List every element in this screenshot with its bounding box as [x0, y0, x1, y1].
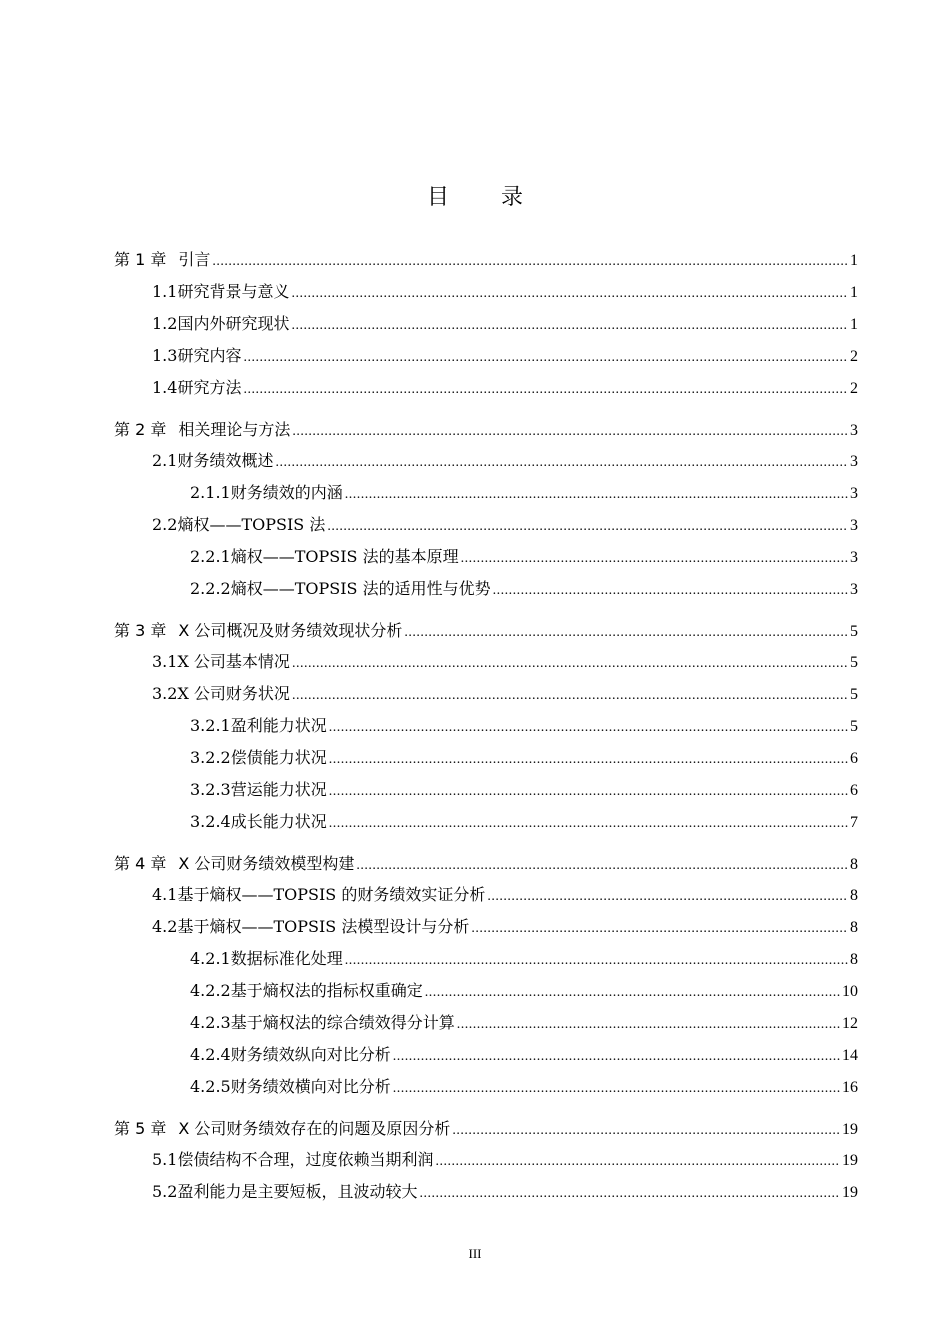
toc-entry-title: 营运能力状况 [230, 780, 327, 799]
toc-entry[interactable] [0, 1182, 858, 1204]
toc-leader-dots [292, 686, 848, 706]
toc-title-char-2: 录 [501, 185, 524, 210]
toc-entry-page: 1 [850, 316, 858, 333]
toc-title-char-1: 目 [426, 185, 449, 210]
toc-entry[interactable] [0, 378, 858, 400]
toc-entry-number: 第 5 章 [114, 1119, 167, 1138]
toc-leader-dots [487, 887, 848, 907]
toc-entry-number: 1.1 [152, 282, 178, 301]
toc-leader-dots [329, 782, 848, 802]
toc-entry-title: 国内外研究现状 [177, 314, 290, 333]
toc-entry-number: 4.2.3 [190, 1013, 231, 1032]
toc-entry[interactable] [0, 250, 858, 272]
toc-entry[interactable] [0, 780, 858, 802]
toc-entry[interactable] [0, 1119, 858, 1141]
toc-entry-title: 熵权——TOPSIS 法的基本原理 [230, 547, 459, 566]
toc-entry-title: 财务绩效横向对比分析 [230, 1077, 391, 1096]
toc-leader-dots [471, 919, 848, 939]
toc-entry[interactable] [0, 981, 858, 1003]
toc-leader-dots [243, 348, 848, 368]
toc-entry-number: 5.2 [152, 1182, 178, 1201]
toc-entry-number: 2.2.1 [190, 547, 231, 566]
toc-entry-page: 16 [842, 1079, 858, 1096]
toc-entry[interactable] [0, 1150, 858, 1172]
toc-entry-number: 2.1.1 [190, 483, 231, 502]
toc-entry-title: X 公司财务绩效存在的问题及原因分析 [178, 1119, 451, 1138]
toc-entry[interactable] [0, 917, 858, 939]
toc-entry-title: X 公司财务状况 [177, 684, 290, 703]
toc-entry-title: 引言 [178, 250, 211, 269]
toc-entry-page: 19 [842, 1152, 858, 1169]
toc-leader-dots [243, 380, 848, 400]
toc-leader-dots [461, 549, 848, 569]
toc-entry-page: 6 [850, 782, 858, 799]
toc-entry-page: 5 [850, 623, 858, 640]
toc-entry-page: 19 [842, 1121, 858, 1138]
toc-entry-number: 4.1 [152, 885, 178, 904]
toc-entry-number: 3.2.1 [190, 716, 231, 735]
toc-entry-page: 2 [850, 380, 858, 397]
toc-entry-number: 第 3 章 [114, 621, 167, 640]
toc-entry-title: 财务绩效纵向对比分析 [230, 1045, 391, 1064]
toc-entry-title: 财务绩效的内涵 [230, 483, 343, 502]
toc-entry-page: 8 [850, 919, 858, 936]
toc-entry[interactable] [0, 716, 858, 738]
toc-entry-title: 偿债能力状况 [230, 748, 327, 767]
toc-entry-title: 基于熵权——TOPSIS 法模型设计与分析 [177, 917, 470, 936]
toc-entry-page: 6 [850, 750, 858, 767]
toc-entry-title: X 公司财务绩效模型构建 [178, 854, 355, 873]
toc-entry-number: 4.2.2 [190, 981, 231, 1000]
toc-entry[interactable] [0, 621, 858, 643]
toc-entry[interactable] [0, 854, 858, 876]
toc-entry-page: 5 [850, 654, 858, 671]
toc-leader-dots [393, 1047, 840, 1067]
toc-entry-title: 研究内容 [177, 346, 242, 365]
toc-entry-title: 财务绩效概述 [177, 451, 274, 470]
toc-entry-title: 研究背景与意义 [177, 282, 290, 301]
toc-title [0, 180, 950, 211]
toc-entry-number: 3.2.3 [190, 780, 231, 799]
toc-entry-title: 盈利能力状况 [230, 716, 327, 735]
toc-leader-dots [493, 581, 848, 601]
toc-entry[interactable] [0, 652, 858, 674]
toc-entry-number: 第 4 章 [114, 854, 167, 873]
toc-entry-title: 基于熵权法的综合绩效得分计算 [230, 1013, 455, 1032]
toc-entry-number: 2.2 [152, 515, 178, 534]
toc-leader-dots [327, 517, 848, 537]
toc-entry[interactable] [0, 314, 858, 336]
toc-leader-dots [345, 485, 848, 505]
page-number-footer: III [468, 1246, 482, 1261]
toc-entry-title: 成长能力状况 [230, 812, 327, 831]
toc-entry[interactable] [0, 420, 858, 442]
toc-entry-number: 4.2.1 [190, 949, 231, 968]
toc-entry[interactable] [0, 515, 858, 537]
toc-entry[interactable] [0, 282, 858, 304]
toc-leader-dots [345, 951, 848, 971]
toc-entry-title: X 公司基本情况 [177, 652, 290, 671]
toc-entry-number: 第 1 章 [114, 250, 167, 269]
toc-entry-number: 4.2 [152, 917, 178, 936]
toc-entry-page: 1 [850, 252, 858, 269]
toc-entry-page: 7 [850, 814, 858, 831]
toc-leader-dots [291, 284, 848, 304]
toc-leader-dots [212, 252, 848, 272]
toc-leader-dots [329, 750, 848, 770]
toc-entry-title: 熵权——TOPSIS 法的适用性与优势 [230, 579, 491, 598]
toc-entry-page: 3 [850, 453, 858, 470]
toc-entry[interactable] [0, 451, 858, 473]
toc-leader-dots [291, 316, 848, 336]
toc-entry-number: 2.2.2 [190, 579, 231, 598]
toc-entry-title: 基于熵权法的指标权重确定 [230, 981, 423, 1000]
toc-entry[interactable] [0, 579, 858, 601]
toc-leader-dots [419, 1184, 840, 1204]
toc-entry-title: 偿债结构不合理，过度依赖当期利润 [177, 1150, 434, 1169]
toc-leader-dots [404, 623, 848, 643]
toc-leader-dots [292, 654, 848, 674]
toc-entry-page: 3 [850, 549, 858, 566]
toc-entry-page: 12 [842, 1015, 858, 1032]
toc-entry[interactable] [0, 547, 858, 569]
toc-entry-title: 熵权——TOPSIS 法 [177, 515, 326, 534]
toc-leader-dots [393, 1079, 840, 1099]
toc-entry-title: 相关理论与方法 [178, 420, 291, 439]
toc-entry-title: X 公司概况及财务绩效现状分析 [178, 621, 403, 640]
toc-entry-page: 8 [850, 856, 858, 873]
toc-entry-number: 4.2.5 [190, 1077, 231, 1096]
toc-leader-dots [425, 983, 840, 1003]
toc-entry-page: 19 [842, 1184, 858, 1201]
toc-entry-page: 10 [842, 983, 858, 1000]
toc-entry-number: 5.1 [152, 1150, 178, 1169]
toc-entry-number: 3.2 [152, 684, 178, 703]
toc-leader-dots [329, 718, 848, 738]
toc-entry-number: 第 2 章 [114, 420, 167, 439]
toc-entry[interactable] [0, 1045, 858, 1067]
toc-entry[interactable] [0, 885, 858, 907]
toc-entry-page: 1 [850, 284, 858, 301]
toc-entry-page: 2 [850, 348, 858, 365]
toc-entry[interactable] [0, 346, 858, 368]
toc-entry[interactable] [0, 812, 858, 834]
toc-entry-number: 3.1 [152, 652, 178, 671]
toc-entry-number: 1.2 [152, 314, 178, 333]
toc-entry-page: 5 [850, 718, 858, 735]
toc-entry-page: 5 [850, 686, 858, 703]
toc-entry-page: 3 [850, 485, 858, 502]
toc-leader-dots [457, 1015, 840, 1035]
toc-entry-number: 4.2.4 [190, 1045, 231, 1064]
toc-entry-title: 研究方法 [177, 378, 242, 397]
toc-entry[interactable] [0, 684, 858, 706]
toc-entry-page: 8 [850, 887, 858, 904]
toc-entry-page: 3 [850, 422, 858, 439]
toc-leader-dots [356, 856, 848, 876]
toc-leader-dots [435, 1152, 840, 1172]
toc-entry-number: 1.4 [152, 378, 178, 397]
toc-entry-title: 数据标准化处理 [230, 949, 343, 968]
toc-entry-title: 盈利能力是主要短板，且波动较大 [177, 1182, 418, 1201]
toc-entry-number: 3.2.2 [190, 748, 231, 767]
toc-entry[interactable] [0, 748, 858, 770]
toc-leader-dots [329, 814, 848, 834]
toc-entry-title: 基于熵权——TOPSIS 的财务绩效实证分析 [177, 885, 486, 904]
toc-entry[interactable] [0, 483, 858, 505]
toc-entry[interactable] [0, 1013, 858, 1035]
toc-leader-dots [275, 453, 848, 473]
toc-entry-page: 14 [842, 1047, 858, 1064]
toc-entry-page: 8 [850, 951, 858, 968]
toc-leader-dots [452, 1121, 840, 1141]
toc-entry[interactable] [0, 949, 858, 971]
toc-entry-page: 3 [850, 581, 858, 598]
toc-entry-number: 2.1 [152, 451, 178, 470]
toc-entry-page: 3 [850, 517, 858, 534]
toc-entry-number: 3.2.4 [190, 812, 231, 831]
toc-entry-number: 1.3 [152, 346, 178, 365]
toc-leader-dots [292, 422, 848, 442]
toc-entry[interactable] [0, 1077, 858, 1099]
